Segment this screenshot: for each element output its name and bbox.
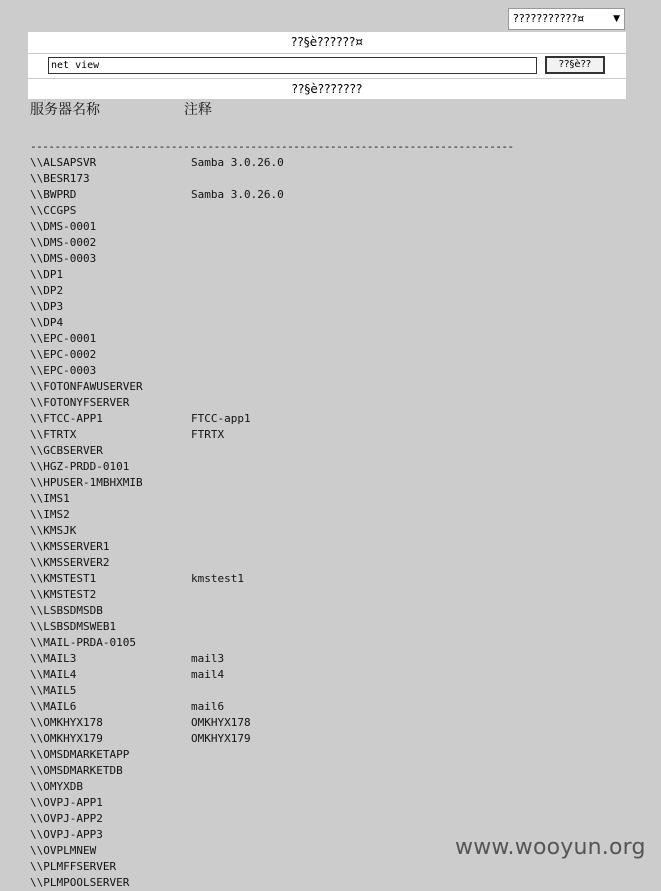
server-row [30,475,630,491]
chevron-down-icon: ▼ [613,14,620,24]
server-name: \\HGZ-PRDD-0101 [30,460,130,473]
server-name: \\HPUSER-1MBHXMIB [30,476,143,489]
server-row [30,571,630,587]
server-row [30,283,630,299]
encoding-select-value: ???????????¤ [513,12,585,25]
separator-line: ------------------------------------------------------------------------------- [30,140,514,153]
server-name: \\LSBSDMSWEB1 [30,620,117,633]
watermark: www.wooyun.org [455,835,646,860]
output-header [30,100,630,120]
server-row [30,619,630,635]
server-name: \\FOTONYFSERVER [30,396,130,409]
server-comment: mail6 [191,700,225,713]
server-row [30,155,630,171]
command-output [30,100,630,891]
server-name: \\GCBSERVER [30,444,103,457]
server-row [30,331,630,347]
server-name: \\EPC-0002 [30,348,97,361]
server-row [30,411,630,427]
server-row [30,747,630,763]
server-row [30,299,630,315]
server-row [30,811,630,827]
server-comment: mail3 [191,652,225,665]
server-row [30,667,630,683]
server-name: \\DP4 [30,316,64,329]
server-row [30,603,630,619]
server-row [30,267,630,283]
server-row [30,875,630,891]
server-name: \\KMSTEST2 [30,588,97,601]
server-row [30,507,630,523]
server-row [30,187,630,203]
server-row [30,731,630,747]
command-input[interactable]: net view [48,57,537,74]
server-row [30,427,630,443]
server-row [30,555,630,571]
server-name: \\DMS-0002 [30,236,97,249]
server-name: \\DP1 [30,268,64,281]
server-name: \\OMKHYX179 [30,732,103,745]
server-row [30,779,630,795]
server-comment: Samba 3.0.26.0 [191,188,284,201]
server-name: \\MAIL4 [30,668,77,681]
column-comment: 注释 [184,102,212,118]
server-row [30,235,630,251]
server-row [30,315,630,331]
server-comment: OMKHYX179 [191,732,251,745]
server-comment: kmstest1 [191,572,244,585]
encoding-select[interactable] [508,8,625,30]
server-row [30,635,630,651]
server-name: \\CCGPS [30,204,77,217]
server-row [30,395,630,411]
server-name: \\DP3 [30,300,64,313]
server-name: \\KMSTEST1 [30,572,97,585]
server-name: \\PLMPOOLSERVER [30,876,130,889]
server-comment: mail4 [191,668,225,681]
server-row [30,523,630,539]
server-name: \\KMSSERVER2 [30,556,110,569]
server-row [30,699,630,715]
server-row [30,363,630,379]
server-comment: Samba 3.0.26.0 [191,156,284,169]
server-name: \\OMKHYX178 [30,716,103,729]
server-name: \\IMS1 [30,492,70,505]
output-title: ??§è??????? [28,79,626,99]
server-name: \\PLMFFSERVER [30,860,117,873]
server-name: \\EPC-0001 [30,332,97,345]
server-row [30,491,630,507]
server-row [30,651,630,667]
server-name: \\OVPJ-APP2 [30,812,103,825]
server-row [30,859,630,875]
server-name: \\OVPJ-APP1 [30,796,103,809]
server-name: \\OMSDMARKETDB [30,764,123,777]
server-row [30,715,630,731]
command-bar [28,54,626,78]
server-row [30,203,630,219]
server-row [30,171,630,187]
server-row [30,683,630,699]
execute-button[interactable]: ??§è?? [545,56,605,74]
server-name: \\MAIL6 [30,700,77,713]
server-name: \\KMSSERVER1 [30,540,110,553]
server-name: \\OVPLMNEW [30,844,97,857]
server-name: \\BESR173 [30,172,90,185]
server-comment: FTCC-app1 [191,412,251,425]
server-name: \\FTRTX [30,428,77,441]
server-name: \\OMSDMARKETAPP [30,748,130,761]
server-name: \\DP2 [30,284,64,297]
server-name: \\LSBSDMSDB [30,604,103,617]
server-name: \\MAIL5 [30,684,77,697]
column-server-name: 服务器名称 [30,102,100,118]
server-name: \\OVPJ-APP3 [30,828,103,841]
server-name: \\OMYXDB [30,780,83,793]
server-row [30,443,630,459]
server-row [30,795,630,811]
server-name: \\KMSJK [30,524,77,537]
server-comment: FTRTX [191,428,225,441]
server-name: \\FOTONFAWUSERVER [30,380,143,393]
server-row [30,379,630,395]
server-name: \\DMS-0001 [30,220,97,233]
server-name: \\BWPRD [30,188,77,201]
server-row [30,763,630,779]
server-row [30,219,630,235]
server-name: \\DMS-0003 [30,252,97,265]
server-row [30,347,630,363]
server-comment: OMKHYX178 [191,716,251,729]
server-row [30,587,630,603]
server-row [30,539,630,555]
server-row [30,251,630,267]
server-name: \\ALSAPSVR [30,156,97,169]
page-title: ??§è??????¤ [28,32,626,53]
server-name: \\EPC-0003 [30,364,97,377]
server-name: \\MAIL-PRDA-0105 [30,636,136,649]
server-list [30,155,630,891]
server-name: \\MAIL3 [30,652,77,665]
server-row [30,459,630,475]
server-name: \\FTCC-APP1 [30,412,103,425]
server-name: \\IMS2 [30,508,70,521]
